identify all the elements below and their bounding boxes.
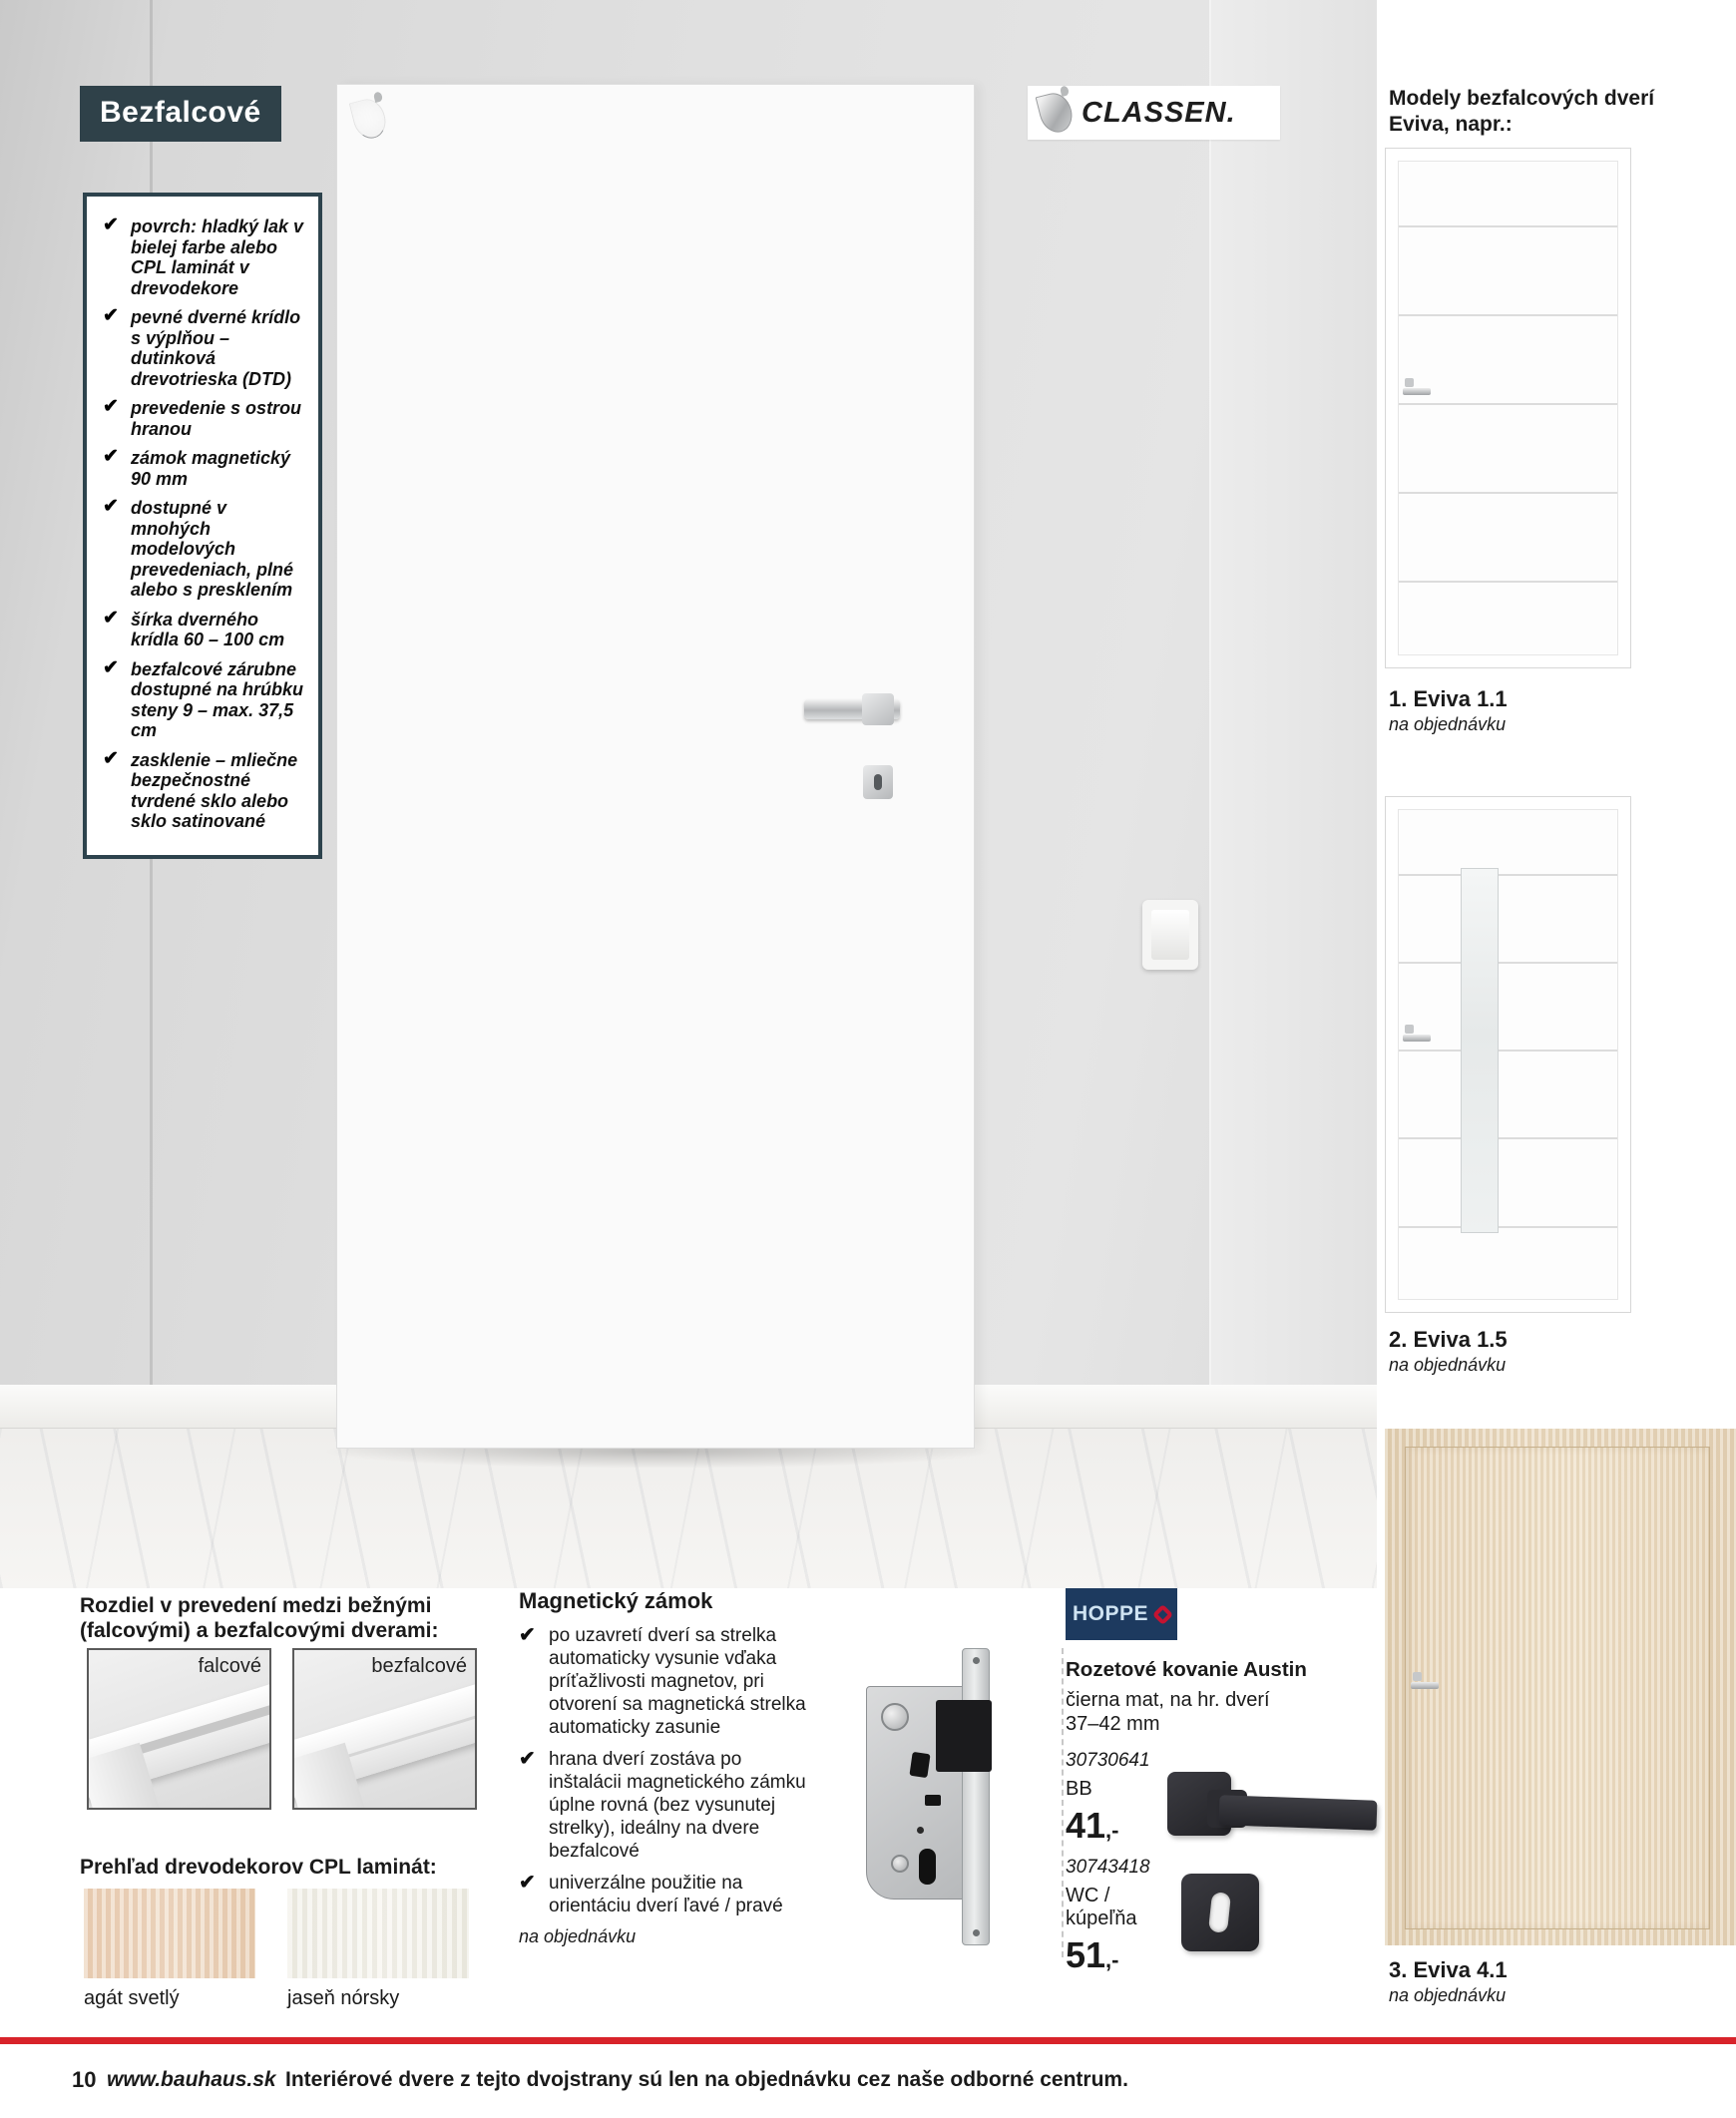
comparison-label: falcové xyxy=(198,1655,261,1677)
decors-title: Prehľad drevodekorov CPL laminát: xyxy=(80,1856,437,1879)
door-handle-image xyxy=(1167,1756,1377,1866)
magnetic-lock-section xyxy=(519,1588,848,1947)
feature-item xyxy=(103,216,308,298)
hardware-subtitle: čierna mat, na hr. dverí 37–42 mm xyxy=(1066,1689,1270,1735)
door-groove xyxy=(1399,581,1617,583)
lock-screw xyxy=(891,1855,909,1873)
models-title: Modely bezfalcových dverí Eviva, napr.: xyxy=(1389,87,1655,136)
magnetic-lock-item xyxy=(519,1872,818,1917)
lock-magnetic-latch xyxy=(936,1700,992,1772)
check-icon: ✔ xyxy=(103,747,119,769)
price-value: 41 xyxy=(1066,1805,1106,1846)
door-leaf xyxy=(349,96,390,143)
wc-rosette-image xyxy=(1181,1874,1259,1951)
feature-text: bezfalcové zárubne dostupné na hrúbku steny 9 – max. 37,5 cm xyxy=(131,658,303,740)
door-groove xyxy=(1399,225,1617,227)
model-availability: na objednávku xyxy=(1389,1985,1507,2005)
page-number: 10 xyxy=(72,2067,97,2092)
feature-text: šírka dverného krídla 60 – 100 cm xyxy=(131,609,285,649)
model-label: 3. Eviva 4.1 xyxy=(1389,1957,1508,1982)
magnetic-lock-availability: na objednávku xyxy=(519,1926,637,1946)
comparison-image-falcove xyxy=(87,1648,271,1810)
price-suffix: ,- xyxy=(1105,1818,1119,1843)
bullet-text: po uzavretí dverí sa strelka automaticky vysunie vďaka príťažlivosti magnetov, pri otvorení sa magnetická strelka automaticky zasunie xyxy=(549,1625,806,1738)
model-door-handle xyxy=(1403,1035,1431,1042)
check-icon: ✔ xyxy=(103,496,119,517)
lock-hole xyxy=(925,1795,941,1806)
door-groove xyxy=(1399,492,1617,494)
website-url: www.bauhaus.sk xyxy=(107,2068,276,2091)
model-door-leaf xyxy=(1398,809,1618,1300)
comparison-image-bezfalcove xyxy=(292,1648,477,1810)
hardware-sku: 30743418 xyxy=(1066,1857,1150,1878)
door-groove xyxy=(1399,1050,1617,1052)
lock-keyhole xyxy=(919,1849,936,1885)
feature-text: pevné dverné krídlo s výplňou – dutinková drevotrieska (DTD) xyxy=(131,307,301,389)
check-icon: ✔ xyxy=(103,656,119,678)
features-box xyxy=(83,193,322,859)
model-label: 2. Eviva 1.5 xyxy=(1389,1327,1508,1352)
price-suffix: ,- xyxy=(1105,1947,1119,1972)
footer-note: Interiérové dvere z tejto dvojstrany sú len na objednávku cez naše odborné centrum. xyxy=(285,2068,1128,2091)
lock-screw xyxy=(881,1703,909,1731)
lock-hole xyxy=(909,1752,930,1778)
hardware-title: Rozetové kovanie Austin xyxy=(1066,1658,1307,1681)
feature-text: povrch: hladký lak v bielej farbe alebo CPL laminát v drevodekore xyxy=(131,216,304,298)
model-door-handle xyxy=(1411,1682,1439,1689)
model-label: 1. Eviva 1.1 xyxy=(1389,686,1508,711)
classen-logo-text: CLASSEN. xyxy=(1082,96,1236,129)
magnetic-lock-item xyxy=(519,1624,818,1739)
door-groove xyxy=(1399,874,1617,876)
model-door-eviva-4-1 xyxy=(1385,1429,1736,1945)
door-handle-rose xyxy=(862,693,894,725)
lock-hole xyxy=(917,1827,924,1834)
feature-item xyxy=(103,656,308,741)
hoppe-logo xyxy=(1066,1588,1177,1640)
leaf-icon xyxy=(1036,90,1077,137)
handle-lever xyxy=(1219,1795,1378,1830)
model-door-eviva-1-1 xyxy=(1385,148,1631,668)
door-escutcheon xyxy=(863,765,893,799)
hoppe-diamond-icon xyxy=(1152,1603,1173,1624)
decor-swatch-agat-svetly xyxy=(84,1889,255,1978)
model-availability: na objednávku xyxy=(1389,1355,1507,1375)
model-availability: na objednávku xyxy=(1389,714,1507,734)
door-groove xyxy=(1399,314,1617,316)
door-groove xyxy=(1399,962,1617,964)
feature-item xyxy=(103,398,308,439)
footer-accent-line xyxy=(0,2037,1736,2044)
feature-item xyxy=(103,607,308,650)
check-icon: ✔ xyxy=(103,446,119,467)
hardware-type: BB xyxy=(1066,1778,1092,1800)
model-door-handle xyxy=(1403,388,1431,395)
door-groove xyxy=(1399,1226,1617,1228)
lock-faceplate xyxy=(962,1648,990,1945)
check-icon: ✔ xyxy=(103,607,119,629)
comparison-title: Rozdiel v prevedení medzi bežnými (falcovými) a bezfalcovými dverami: xyxy=(80,1594,439,1642)
check-icon: ✔ xyxy=(103,305,119,326)
white-interior-door-photo xyxy=(336,84,975,1449)
light-switch xyxy=(1142,900,1198,970)
door-groove xyxy=(1399,1137,1617,1139)
magnetic-lock-item xyxy=(519,1748,818,1863)
feature-item xyxy=(103,448,308,489)
feature-item xyxy=(103,307,308,389)
feature-item xyxy=(103,747,308,832)
comparison-label: bezfalcové xyxy=(371,1655,467,1677)
hardware-type: WC / kúpeľňa xyxy=(1066,1885,1137,1929)
model-door-leaf xyxy=(1398,161,1618,655)
model-door-leaf xyxy=(1405,1447,1710,1929)
price-value: 51 xyxy=(1066,1934,1106,1975)
bullet-text: hrana dverí zostáva po inštalácii magnetického zámku úplne rovná (bez vysunutej strelky), ideálny na dvere bezfalcové xyxy=(549,1749,806,1862)
check-icon: ✔ xyxy=(519,1872,536,1894)
hardware-sku: 30730641 xyxy=(1066,1750,1150,1771)
wall-right-section xyxy=(1209,0,1377,1389)
decor-label: jaseň nórsky xyxy=(287,1987,400,2009)
magnetic-lock-image xyxy=(858,1648,1068,1967)
door-groove xyxy=(1399,403,1617,405)
bullet-text: univerzálne použitie na orientáciu dverí ľavé / pravé xyxy=(549,1873,783,1916)
hoppe-logo-text: HOPPE xyxy=(1072,1602,1149,1625)
check-icon: ✔ xyxy=(519,1748,536,1770)
feature-text: prevedenie s ostrou hranou xyxy=(131,398,302,439)
decor-label: agát svetlý xyxy=(84,1987,180,2009)
decor-swatch-jasen-norsky xyxy=(287,1889,469,1978)
door-glass-strip xyxy=(1461,868,1499,1233)
model-door-eviva-1-5 xyxy=(1385,796,1631,1313)
check-icon: ✔ xyxy=(519,1624,536,1646)
classen-logo xyxy=(1028,86,1280,140)
check-icon: ✔ xyxy=(103,214,119,235)
feature-text: zasklenie – mliečne bezpečnostné tvrdené sklo alebo sklo satinované xyxy=(131,749,298,831)
feature-text: dostupné v mnohých modelových prevedeniach, plné alebo s presklením xyxy=(131,498,294,600)
feature-item xyxy=(103,498,308,601)
magnetic-lock-title: Magnetický zámok xyxy=(519,1588,713,1613)
feature-text: zámok magnetický 90 mm xyxy=(131,448,291,489)
check-icon: ✔ xyxy=(103,396,119,417)
section-badge: Bezfalcové xyxy=(80,86,281,142)
door-edge-dashed-line xyxy=(1062,1648,1064,1957)
